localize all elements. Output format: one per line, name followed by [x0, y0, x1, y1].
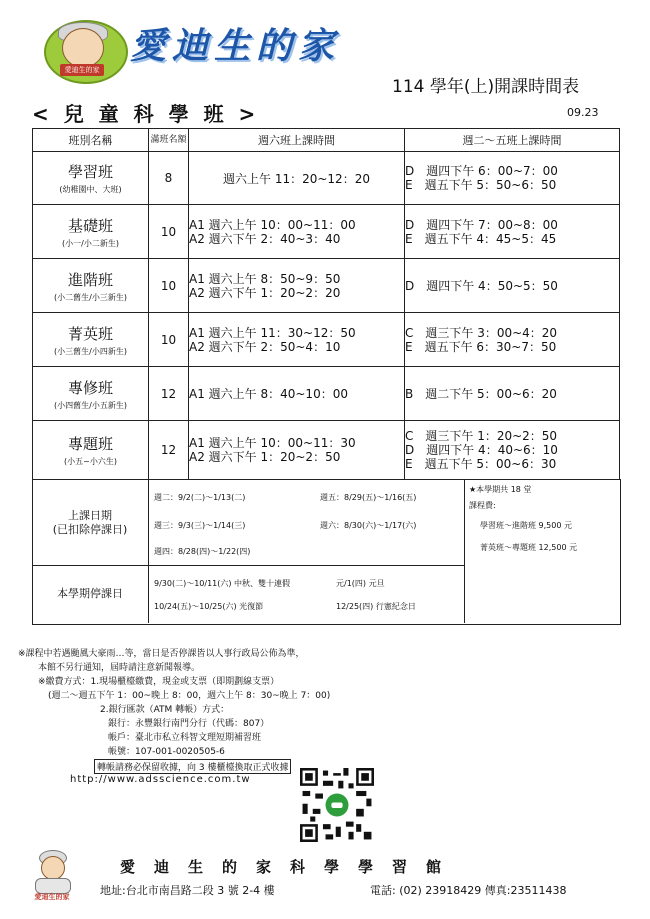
class-grade: (幼稚園中、大班) — [59, 185, 122, 194]
class-name: 專題班 — [67, 435, 113, 453]
website-link[interactable]: http://www.adsscience.com.tw — [70, 774, 251, 785]
class-name: 學習班 — [67, 163, 113, 181]
class-cell — [33, 152, 149, 205]
weeks-note: ★本學期共 18 堂 — [469, 485, 532, 494]
stop-label-cell — [32, 565, 149, 623]
note-weather: ※課程中若遇颱風大豪雨…等，當日是否停課皆以人事行政局公佈為準， — [18, 649, 305, 659]
class-cell — [33, 421, 149, 480]
capacity: 10 — [149, 205, 189, 259]
fee-2: 菁英班～專題班 12,500 元 — [480, 543, 578, 552]
class-grade: (小二舊生/小三新生) — [54, 292, 127, 302]
saturday-slots — [189, 259, 405, 313]
address: 地址:台北市南昌路二段 3 號 2-4 樓 — [100, 884, 275, 897]
slot: A1 週六上午 10：00~11：00 — [189, 217, 356, 232]
stop-d: 12/25(四) 行憲紀念日 — [336, 602, 416, 611]
dates-label: 上課日期 — [68, 509, 112, 522]
slot: 週六上午 11：20~12：20 — [223, 171, 370, 186]
schedule-table — [32, 128, 620, 480]
slot: A2 週六下午 2：40~3：40 — [189, 231, 341, 246]
capacity: 10 — [149, 259, 189, 313]
school-name: 愛迪生的家科學學習館 — [120, 858, 461, 876]
class-name: 專修班 — [67, 378, 113, 397]
stop-c: 10/24(五)～10/25(六) 光復節 — [154, 602, 264, 611]
stop-a: 9/30(二)～10/11(六) 中秋、雙十連假 — [154, 579, 291, 588]
saturday-slots — [189, 421, 405, 480]
class-cell — [33, 367, 149, 421]
slot: D 週四下午 6：00~7：00 — [405, 164, 558, 178]
slot: D 週四下午 4：50~5：50 — [405, 278, 558, 293]
class-cell — [33, 313, 149, 367]
weekday-slots — [405, 152, 620, 205]
note-weather-2: 本館不另行通知，屆時請注意新聞報導。 — [38, 663, 201, 673]
table-row — [33, 313, 620, 367]
class-cell — [33, 205, 149, 259]
slot: D 週四下午 7：00~8：00 — [405, 217, 558, 232]
mascot-tag: 愛迪生的家 — [34, 893, 70, 901]
weekday-slots — [405, 205, 620, 259]
logo-tag: 愛迪生的家 — [60, 64, 104, 76]
slot: A1 週六上午 8：50~9：50 — [189, 271, 341, 286]
term-title: 114 學年(上)開課時間表 — [392, 77, 580, 97]
saturday-slots — [189, 313, 405, 367]
slot: A1 週六上午 10：00~11：30 — [189, 436, 356, 450]
slot: A2 週六下午 1：20~2：50 — [189, 450, 341, 464]
slot: A2 週六下午 2：50~4：10 — [189, 339, 341, 354]
divider — [148, 565, 464, 566]
logo-face-icon — [62, 28, 104, 68]
date-tue: 週二：9/2(二)～1/13(二) — [154, 493, 246, 502]
weekday-slots — [405, 421, 620, 480]
saturday-slots — [189, 152, 405, 205]
capacity: 8 — [149, 152, 189, 205]
weekday-slots — [405, 367, 620, 421]
note-bank-name: 銀行：永豐銀行南門分行（代碼：807） — [108, 719, 270, 729]
header-capacity: 滿班名額 — [149, 129, 189, 152]
table-row — [33, 367, 620, 421]
slot: C 週三下午 3：00~4：20 — [405, 325, 558, 340]
slot: A2 週六下午 1：20~2：20 — [189, 285, 341, 300]
mascot-icon — [25, 848, 79, 906]
class-name: 菁英班 — [67, 324, 113, 343]
saturday-slots — [189, 205, 405, 259]
table-row — [33, 152, 620, 205]
class-cell — [33, 259, 149, 313]
divider — [464, 479, 465, 623]
stop-b: 元/1(四) 元旦 — [336, 579, 385, 588]
note-bank: 2.銀行匯款（ATM 轉帳）方式： — [100, 705, 230, 715]
note-account-number: 帳號：107-001-0020505-6 — [108, 747, 225, 757]
class-name: 基礎班 — [67, 216, 113, 235]
date-fri: 週五：8/29(五)～1/16(五) — [320, 493, 417, 502]
class-grade: (小四舊生/小五新生) — [54, 400, 127, 410]
class-grade: (小五~小六生) — [64, 457, 117, 466]
class-grade: (小一/小二新生) — [62, 238, 119, 248]
slot: A1 週六上午 11：30~12：50 — [189, 325, 356, 340]
weekday-slots — [405, 259, 620, 313]
table-header-row — [33, 129, 620, 152]
slot: B 週二下午 5：00~6：20 — [405, 386, 557, 401]
slot: C 週三下午 1：20~2：50 — [405, 429, 558, 443]
header-saturday: 週六班上課時間 — [189, 129, 405, 152]
table-row — [33, 259, 620, 313]
note-payment: ※繳費方式：1.現場櫃檯繳費，現金或支票（即期劃線支票） — [38, 677, 280, 687]
transfer-note: 轉帳請務必保留收據，向 3 樓櫃檯換取正式收據 — [94, 759, 291, 774]
slot: E 週五下午 5：50~6：50 — [405, 178, 557, 192]
slot: D 週四下午 4：40~6：10 — [405, 443, 558, 457]
qr-code-icon — [300, 768, 374, 842]
dates-label-note: (已扣除停課日) — [52, 523, 128, 536]
fee-label: 課程費: — [469, 501, 496, 510]
table-row — [33, 421, 620, 480]
date-sat: 週六：8/30(六)～1/17(六) — [320, 521, 417, 530]
brand-title: 愛迪生的家 — [130, 25, 341, 67]
capacity: 12 — [149, 367, 189, 421]
saturday-slots — [189, 367, 405, 421]
header-class-name: 班別名稱 — [33, 129, 149, 152]
date-wed: 週三：9/3(三)～1/14(三) — [154, 521, 246, 530]
date-thu: 週四：8/28(四)～1/22(四) — [154, 547, 251, 556]
header-weekday: 週二～五班上課時間 — [405, 129, 620, 152]
slot: E 週五下午 6：30~7：50 — [405, 339, 557, 354]
table-row — [33, 205, 620, 259]
note-hours: (週二～週五下午 1：00~晚上 8：00，週六上午 8：30~晚上 7：00) — [48, 691, 331, 701]
slot: A1 週六上午 8：40~10：00 — [189, 386, 348, 401]
slot: E 週五下午 4：45~5：45 — [405, 231, 557, 246]
date-code: 09.23 — [567, 106, 599, 119]
class-name: 進階班 — [67, 270, 113, 289]
class-grade: (小三舊生/小四新生) — [54, 346, 127, 356]
fee-1: 學習班～進階班 9,500 元 — [480, 521, 572, 530]
dates-label-cell — [32, 479, 149, 566]
slot: E 週五下午 5：00~6：30 — [405, 457, 557, 471]
weekday-slots — [405, 313, 620, 367]
class-title: < 兒 童 科 學 班 > — [32, 102, 260, 126]
capacity: 12 — [149, 421, 189, 480]
phone: 電話: (02) 23918429 傳真:23511438 — [370, 884, 567, 897]
stop-label: 本學期停課日 — [57, 587, 123, 600]
note-account-name: 帳戶：臺北市私立科智文理短期補習班 — [108, 733, 262, 743]
capacity: 10 — [149, 313, 189, 367]
